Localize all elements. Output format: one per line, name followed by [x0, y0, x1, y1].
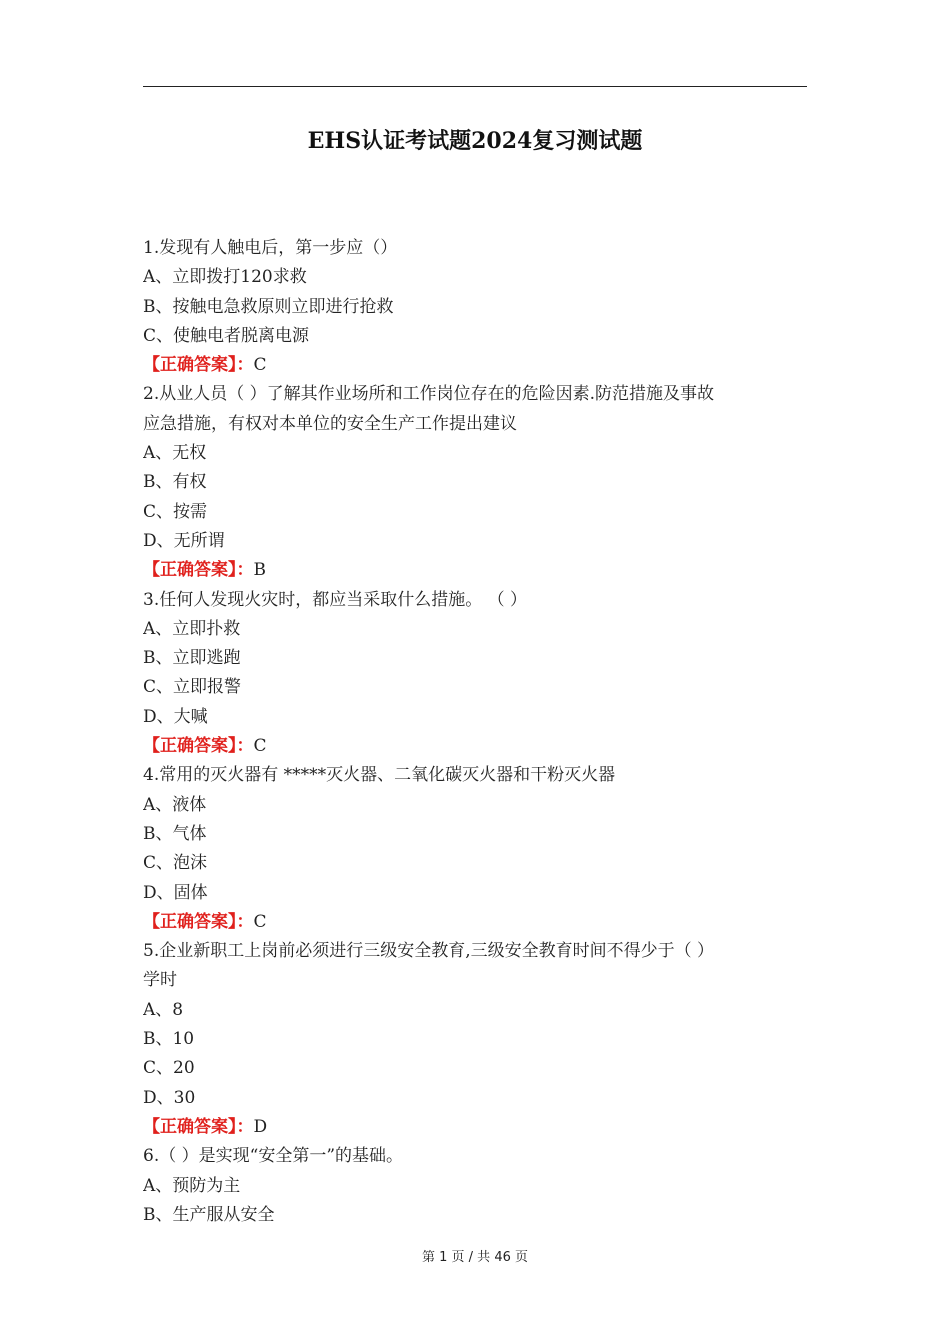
question-stem: 5.企业新职工上岗前必须进行三级安全教育,三级安全教育时间不得少于（ ） [143, 941, 715, 962]
correct-answer-row [143, 732, 807, 761]
answer-option: B、立即逃跑 [143, 648, 241, 669]
answer-option: C、按需 [143, 501, 208, 522]
answer-option: C、泡沫 [143, 853, 208, 874]
correct-answer-row [143, 556, 807, 585]
answer-option: C、立即报警 [143, 677, 242, 698]
answer-option: B、生产服从安全 [143, 1204, 275, 1225]
correct-answer-row [143, 908, 807, 937]
correct-answer-value: C [253, 911, 267, 932]
correct-answer-row [143, 351, 807, 380]
question-block [143, 234, 807, 380]
header-rule [143, 86, 807, 87]
question-block [143, 1142, 807, 1230]
correct-answer-label: 【正确答案】： [143, 355, 254, 376]
page-footer: 第 1 页 / 共 46 页 [422, 1250, 528, 1265]
question-list [143, 234, 807, 1230]
answer-option: A、8 [143, 999, 184, 1020]
question-block [143, 761, 807, 937]
question-stem: 3.任何人发现火灾时，都应当采取什么措施。 （ ） [143, 589, 528, 610]
answer-option: D、大喊 [143, 706, 208, 727]
question-stem: 4.常用的灭火器有 *****灭火器、二氧化碳灭火器和干粉灭火器 [143, 765, 616, 786]
correct-answer-value: C [253, 355, 267, 376]
correct-answer-value: D [253, 1116, 268, 1137]
answer-option: B、有权 [143, 472, 207, 493]
question-stem: 6.（ ）是实现“安全第一”的基础。 [143, 1146, 404, 1167]
answer-option: B、10 [143, 1029, 195, 1050]
answer-option: A、预防为主 [143, 1175, 241, 1196]
answer-option: C、使触电者脱离电源 [143, 325, 310, 346]
correct-answer-label: 【正确答案】： [143, 560, 254, 581]
answer-option: B、按触电急救原则立即进行抢救 [143, 296, 394, 317]
correct-answer-value: C [253, 736, 267, 757]
answer-option: B、气体 [143, 823, 207, 844]
answer-option: D、无所谓 [143, 530, 225, 551]
correct-answer-value: B [253, 560, 266, 581]
answer-option: A、立即扑救 [143, 618, 241, 639]
answer-option: D、固体 [143, 882, 208, 903]
answer-option: A、无权 [143, 443, 207, 464]
question-stem: 学时 [143, 970, 177, 991]
correct-answer-row [143, 1113, 807, 1142]
question-stem: 1.发现有人触电后，第一步应（） [143, 238, 398, 258]
question-block [143, 937, 807, 1142]
correct-answer-label: 【正确答案】： [143, 1116, 254, 1137]
correct-answer-label: 【正确答案】： [143, 736, 254, 757]
answer-option: A、液体 [143, 794, 207, 815]
answer-option: A、立即拨打120求救 [143, 267, 307, 288]
document-title: EHS认证考试题2024复习测试题 [307, 128, 643, 154]
answer-option: C、20 [143, 1058, 195, 1079]
question-stem: 2.从业人员（ ）了解其作业场所和工作岗位存在的危险因素.防范措施及事故 [143, 384, 715, 405]
question-stem: 应急措施，有权对本单位的安全生产工作提出建议 [143, 413, 517, 434]
answer-option: D、30 [143, 1087, 196, 1108]
question-block [143, 380, 807, 585]
question-block [143, 586, 807, 762]
correct-answer-label: 【正确答案】： [143, 911, 254, 932]
